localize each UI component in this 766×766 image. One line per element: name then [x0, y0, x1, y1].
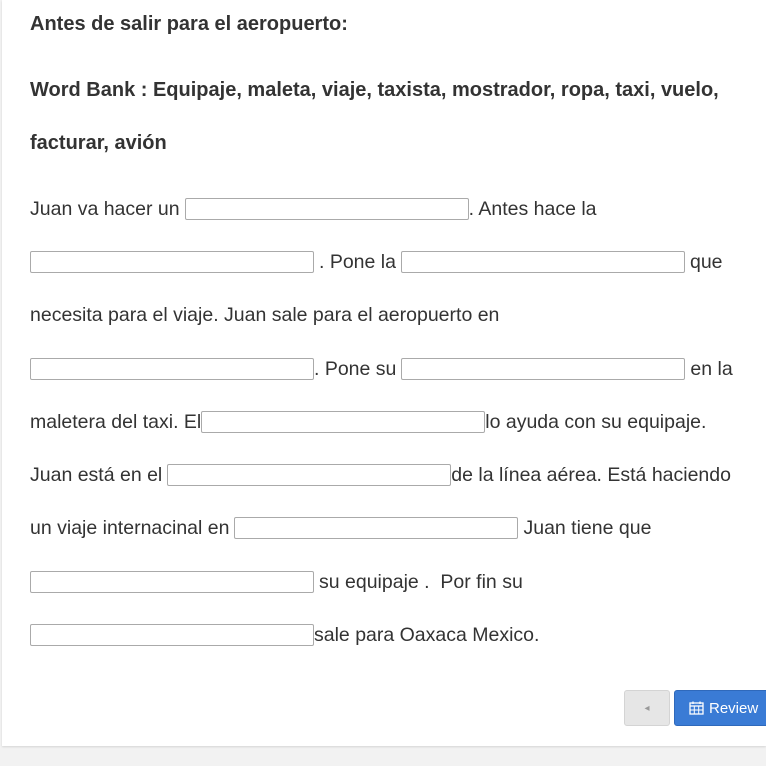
review-button[interactable] [674, 690, 766, 726]
passage-text: de la línea aérea. Está haciendo [451, 464, 731, 486]
passage-line-2 [30, 249, 723, 275]
blank-input-9[interactable] [30, 571, 314, 593]
blank-input-8[interactable] [234, 517, 518, 539]
calendar-icon [689, 701, 704, 715]
passage-line-5 [30, 409, 706, 435]
passage-text: . Pone su [314, 358, 397, 380]
passage-text: maletera del taxi. El [30, 411, 202, 433]
passage-line-4 [30, 356, 733, 382]
page-title: Antes de salir para el aeropuerto: [30, 13, 348, 35]
passage-text: en la [690, 358, 733, 380]
passage-text: un viaje internacinal en [30, 517, 230, 539]
passage-text: Juan va hacer un [30, 198, 180, 220]
passage-text: necesita para el viaje. Juan sale para el aeropuerto en [30, 304, 500, 326]
word-bank-line-1: Word Bank : Equipaje, maleta, viaje, taxista, mostrador, ropa, taxi, vuelo, [30, 79, 719, 101]
passage-text: . Antes hace la [468, 198, 597, 220]
caret-left-icon: ◂ [644, 702, 650, 714]
blank-input-6[interactable] [201, 411, 485, 433]
blank-input-4[interactable] [30, 358, 314, 380]
passage-line-3 [30, 302, 499, 328]
blank-input-5[interactable] [401, 358, 685, 380]
passage-text: que [689, 251, 723, 273]
passage-line-9 [30, 622, 539, 648]
passage-text: . Pone la [319, 251, 396, 273]
passage-line-8 [30, 569, 523, 595]
passage-line-1 [30, 196, 597, 222]
passage-text: sale para Oaxaca Mexico. [314, 624, 540, 646]
word-bank-line-2: facturar, avión [30, 132, 167, 154]
blank-input-2[interactable] [30, 251, 314, 273]
review-button-label: Review [709, 699, 759, 717]
previous-button[interactable] [624, 690, 670, 726]
blank-input-7[interactable] [167, 464, 451, 486]
blank-input-1[interactable] [185, 198, 469, 220]
passage-text: Juan tiene que [523, 517, 652, 539]
passage-text: lo ayuda con su equipaje. [485, 411, 707, 433]
blank-input-10[interactable] [30, 624, 314, 646]
passage-text: su equipaje . Por fin su [319, 571, 523, 593]
passage-line-6 [30, 462, 731, 488]
passage-text: Juan está en el [30, 464, 163, 486]
blank-input-3[interactable] [401, 251, 685, 273]
passage-line-7 [30, 515, 651, 541]
